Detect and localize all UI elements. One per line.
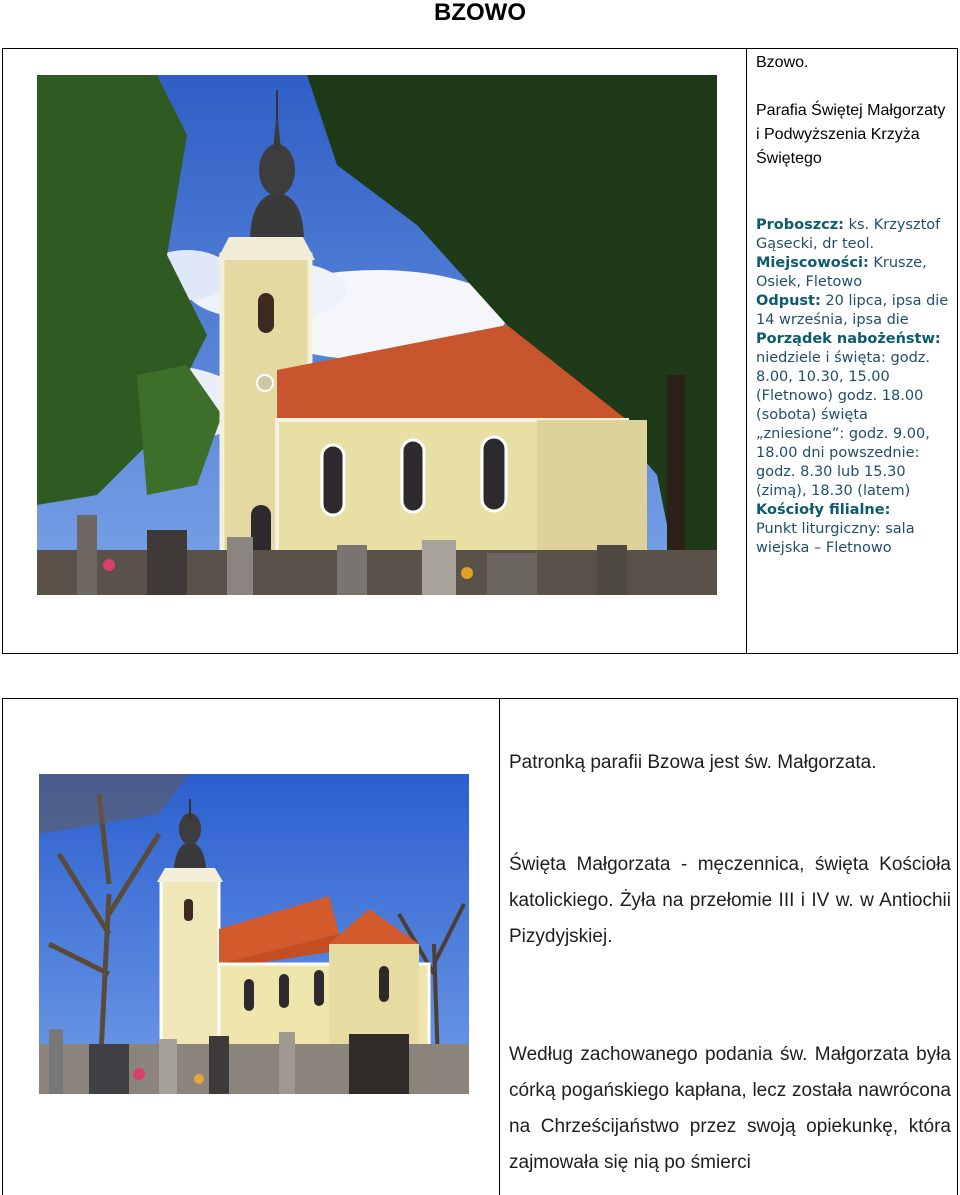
church-photo-spring (39, 774, 469, 1094)
detail-row (756, 254, 956, 292)
town-name: Bzowo. (756, 54, 809, 71)
church-photo-summer (37, 75, 717, 595)
detail-label: Proboszcz: (756, 217, 844, 233)
detail-label: Porządek nabożeństw: (756, 331, 941, 347)
legend-paragraph: Według zachowanego podania św. Małgorzata była córką pogańskiego kapłana, lecz została nawrócona na Chrześcijaństwo przez swoją opiekunkę, która zajmowała się nią po śmierci (509, 1044, 951, 1173)
detail-label: Miejscowości: (756, 255, 869, 271)
patron-paragraph: Patronką parafii Bzowa jest św. Małgorzata. (509, 752, 877, 773)
column-divider (499, 699, 500, 1195)
detail-label: Kościoły filialne: (756, 502, 891, 518)
filial-text: Punkt liturgiczny: sala wiejska – Fletnowo (756, 521, 915, 556)
info-table (2, 48, 958, 654)
column-divider (746, 49, 747, 653)
parish-details (756, 216, 956, 558)
detail-value: Krusze, Osiek, Fletowo (756, 255, 927, 290)
detail-value: ks. Krzysztof Gąsecki, dr teol. (756, 217, 941, 252)
story-table (2, 698, 958, 1195)
parish-name: Parafia Świętej Małgorzaty i Podwyższenia Krzyża Świętego (756, 102, 946, 167)
detail-row (756, 292, 956, 330)
detail-row (756, 330, 956, 501)
detail-value: niedziele i święta: godz. 8.00, 10.30, 15.00 (Fletnowo) godz. 18.00 (sobota) święta „zniesione”: godz. 9.00, 18.00 dni powszednie: godz. 8.30 lub 15.30 (zimą), 18.30 (latem) (756, 350, 931, 499)
detail-label: Odpust: (756, 293, 821, 309)
detail-value: 20 lipca, ipsa die 14 września, ipsa die (756, 293, 949, 328)
detail-row (756, 501, 956, 520)
page-title: BZOWO (434, 0, 526, 26)
detail-row (756, 216, 956, 254)
martyr-paragraph: Święta Małgorzata - męczennica, święta Kościoła katolickiego. Żyła na przełomie III i IV w. w Antiochii Pizydyjskiej. (509, 854, 951, 947)
